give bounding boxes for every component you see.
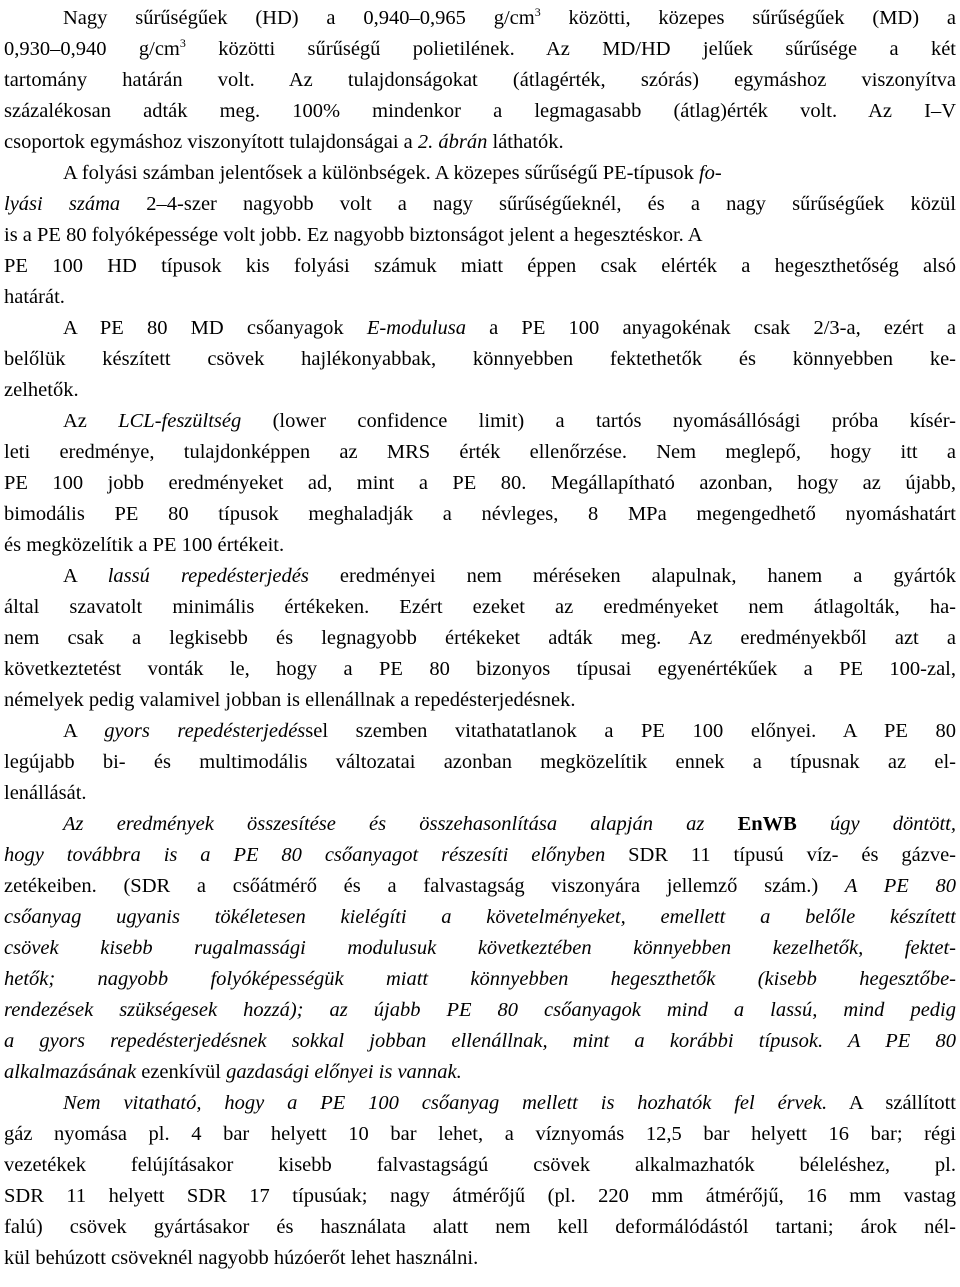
text-line — [4, 809, 956, 840]
text-line — [4, 964, 956, 995]
italic-text: A PE 80 — [844, 875, 956, 897]
text-segment: PE 100 jobb eredményeket ad, mint a PE 80. Megállapítható azonban, hogy az újabb, — [4, 472, 956, 494]
text-segment: zetékeiben. (SDR a csőátmérő és a falvastagság viszonyára jellemző szám.) — [4, 875, 845, 897]
text-segment: a PE 100 anyagokénak csak 2/3-a, ezért a — [465, 317, 956, 339]
text-line — [4, 406, 956, 437]
italic-text: hogy továbbra is a PE 80 csőanyagot részesíti előnyben — [4, 844, 606, 866]
text-line — [4, 747, 956, 778]
text-segment: csoportok egymáshoz viszonyított tulajdonságai a — [4, 131, 418, 153]
italic-text: lyási száma — [4, 193, 121, 215]
text-line — [4, 1088, 956, 1119]
italic-text: úgy döntött, — [796, 813, 956, 835]
italic-text: gyors repedésterjedés — [104, 720, 306, 742]
text-segment: is a PE 80 folyóképessége volt jobb. Ez nagyobb biztonságot jelent a hegesztéskor. A — [4, 224, 703, 246]
text-line — [4, 654, 956, 685]
italic-text: lassú repedésterjedés — [107, 565, 309, 587]
italic-text: fo- — [698, 162, 722, 184]
text-segment: ezenkívül — [136, 1061, 227, 1083]
text-line — [4, 3, 956, 34]
text-segment: falú) csövek gyártásakor és használata alatt nem kell deformálódástól tartani; árok nél- — [4, 1216, 956, 1238]
text-line — [4, 189, 956, 220]
text-line — [4, 251, 956, 282]
text-segment: némelyek pedig valamivel jobban is ellenállnak a repedésterjedésnek. — [4, 689, 576, 711]
text-line — [4, 1057, 956, 1088]
italic-text: E-modulusa — [366, 317, 466, 339]
text-segment: következtetést vonták le, hogy a PE 80 bizonyos típusai egyenértékűek a PE 100-zal, — [4, 658, 956, 680]
text-line — [4, 530, 956, 561]
text-segment: SDR 11 helyett SDR 17 típusúak; nagy átmérőjű (pl. 220 mm átmérőjű, 16 mm vastag — [4, 1185, 956, 1207]
text-segment: sel szemben vitathatatlanok a PE 100 előnyei. A PE 80 — [305, 720, 956, 742]
text-segment: közötti, közepes sűrűségűek (MD) a — [540, 7, 956, 29]
superscript: 3 — [534, 5, 541, 20]
text-segment: eredményei nem méréseken alapulnak, hanem a gyártók — [308, 565, 956, 587]
text-line — [4, 1026, 956, 1057]
italic-text: hetők; nagyobb folyóképességük miatt könnyebben hegeszthetők (kisebb hegesztőbe- — [4, 968, 956, 990]
text-segment: legújabb bi- és multimodális változatai azonban megközelítik ennek a típusnak az el- — [4, 751, 956, 773]
text-line — [4, 1181, 956, 1212]
text-segment: zelhetők. — [4, 379, 79, 401]
text-line — [4, 778, 956, 809]
text-segment: kül behúzott csöveknél nagyobb húzóerőt lehet használni. — [4, 1247, 479, 1269]
text-line — [4, 158, 956, 189]
text-line — [4, 840, 956, 871]
text-segment: (lower confidence limit) a tartós nyomásállósági próba kísér- — [241, 410, 956, 432]
italic-text: csőanyag ugyanis tökéletesen kielégíti a követelményeket, emellett a belőle készített — [4, 906, 956, 928]
italic-text: LCL-feszültség — [118, 410, 242, 432]
text-line — [4, 1150, 956, 1181]
text-line — [4, 468, 956, 499]
text-segment: A szállított — [827, 1092, 956, 1114]
text-segment: A PE 80 MD csőanyagok — [63, 317, 367, 339]
text-segment: 0,930–0,940 g/cm — [4, 38, 180, 60]
text-segment: által szavatolt minimális értékeken. Ezért ezeket az eredményeket nem átlagolták, ha- — [4, 596, 956, 618]
text-segment: A folyási számban jelentősek a különbségek. A közepes sűrűségű PE-típusok — [63, 162, 699, 184]
text-segment: 2–4-szer nagyobb volt a nagy sűrűségűeknél, és a nagy sűrűségűek közül — [120, 193, 956, 215]
text-line — [4, 375, 956, 406]
text-line — [4, 282, 956, 313]
bold-text: EnWB — [737, 813, 797, 835]
italic-text: alkalmazásának — [4, 1061, 137, 1083]
italic-text: rendezések szükségesek hozzá); az újabb PE 80 csőanyagok mind a lassú, mind pedig — [4, 999, 956, 1021]
italic-text: gazdasági előnyei is vannak. — [226, 1061, 462, 1083]
text-line — [4, 1243, 956, 1274]
text-line — [4, 592, 956, 623]
text-segment: A — [63, 565, 108, 587]
text-line — [4, 716, 956, 747]
italic-text: a gyors repedésterjedésnek sokkal jobban ellenállnak, mint a korábbi típusok. A PE 80 — [4, 1030, 956, 1052]
text-segment: közötti sűrűségű polietilének. Az MD/HD jelűek sűrűsége a két — [185, 38, 956, 60]
text-line — [4, 96, 956, 127]
text-segment: PE 100 HD típusok kis folyási számuk miatt éppen csak elérték a hegeszthetőség alsó — [4, 255, 956, 277]
text-segment: láthatók. — [487, 131, 564, 153]
text-line — [4, 685, 956, 716]
italic-text: 2. ábrán — [417, 131, 488, 153]
text-line — [4, 623, 956, 654]
text-segment: határát. — [4, 286, 65, 308]
italic-text: Nem vitatható, hogy a PE 100 csőanyag mellett is hozhatók fel érvek. — [63, 1092, 828, 1114]
text-segment: százalékosan adták meg. 100% mindenkor a legmagasabb (átlag)érték volt. Az I–V — [4, 100, 956, 122]
text-segment: Az — [63, 410, 119, 432]
text-segment: leti eredménye, tulajdonképpen az MRS érték ellenőrzése. Nem meglepő, hogy itt a — [4, 441, 956, 463]
text-line — [4, 902, 956, 933]
superscript: 3 — [179, 36, 186, 51]
text-line — [4, 34, 956, 65]
text-segment: vezetékek felújításakor kisebb falvastagságú csövek alkalmazhatók béleléshez, pl. — [4, 1154, 956, 1176]
italic-text: Az eredmények összesítése és összehasonlítása alapján az — [63, 813, 738, 835]
text-line — [4, 437, 956, 468]
text-line — [4, 1119, 956, 1150]
text-segment: gáz nyomása pl. 4 bar helyett 10 bar lehet, a víznyomás 12,5 bar helyett 16 bar; régi — [4, 1123, 956, 1145]
text-line — [4, 344, 956, 375]
text-segment: Nagy sűrűségűek (HD) a 0,940–0,965 g/cm — [63, 7, 535, 29]
text-line — [4, 933, 956, 964]
text-segment: belőlük készített csövek hajlékonyabbak, könnyebben fektethetők és könnyebben ke- — [4, 348, 956, 370]
text-line — [4, 995, 956, 1026]
text-segment: lenállását. — [4, 782, 87, 804]
text-line — [4, 127, 956, 158]
text-line — [4, 313, 956, 344]
text-segment: tartomány határán volt. Az tulajdonságokat (átlagérték, szórás) egymáshoz viszonyítva — [4, 69, 956, 91]
text-line — [4, 561, 956, 592]
text-segment: A — [63, 720, 105, 742]
text-segment: bimodális PE 80 típusok meghaladják a névleges, 8 MPa megengedhető nyomáshatárt — [4, 503, 956, 525]
text-line — [4, 499, 956, 530]
italic-text: csövek kisebb rugalmassági modulusuk következtében könnyebben kezelhetők, fektet- — [4, 937, 956, 959]
text-segment: nem csak a legkisebb és legnagyobb értékeket adták meg. Az eredményekből azt a — [4, 627, 956, 649]
text-segment: SDR 11 típusú víz- és gázve- — [605, 844, 956, 866]
text-line — [4, 65, 956, 96]
text-line — [4, 1212, 956, 1243]
text-line — [4, 220, 956, 251]
text-segment: és megközelítik a PE 100 értékeit. — [4, 534, 285, 556]
text-line — [4, 871, 956, 902]
